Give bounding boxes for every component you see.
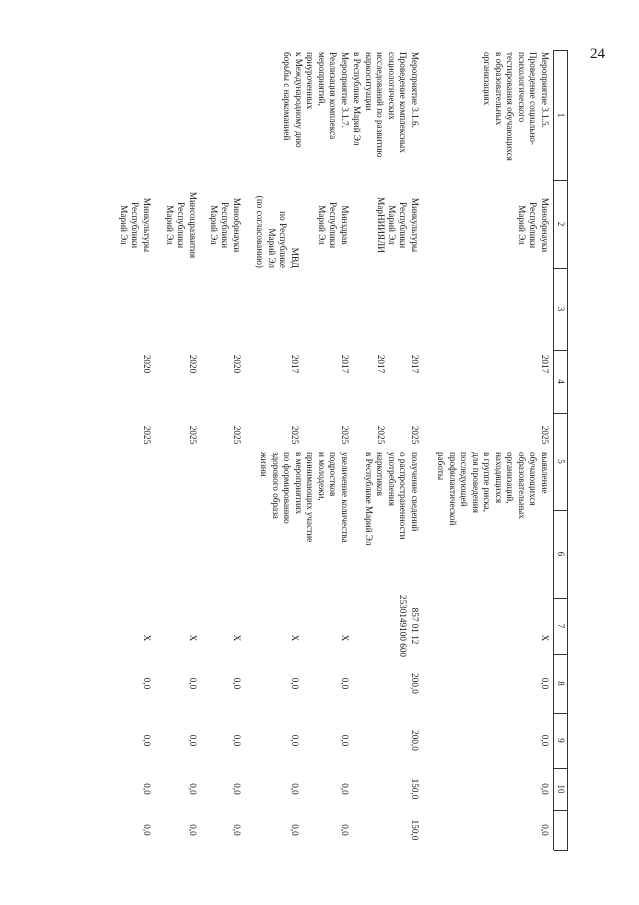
- amount-cell: 0,0: [142, 824, 152, 836]
- end-year-cell: 2025: [410, 425, 420, 445]
- column-header: 10: [556, 784, 566, 794]
- start-year-cell: 2017: [340, 354, 350, 374]
- amount-cell: 0,0: [188, 824, 198, 836]
- budget-code-cell: X: [142, 634, 152, 642]
- amount-cell: 0,0: [540, 783, 550, 795]
- amount-cell: 0,0: [142, 734, 152, 747]
- amount-cell: 0,0: [232, 824, 242, 836]
- column-header: 8: [556, 681, 566, 686]
- result-cell: выявление обучающихся образовательных организаций, находящихся в группе риска, для проведения последующей профилактической работы: [436, 452, 550, 526]
- page-number: 24: [590, 46, 605, 62]
- amount-cell: 0,0: [340, 677, 350, 690]
- amount-cell: 0,0: [142, 677, 152, 690]
- amount-cell: 200,0: [410, 673, 420, 694]
- amount-cell: 0,0: [232, 677, 242, 690]
- end-year-cell: 2025: [188, 425, 198, 445]
- result-cell: увеличение количества подростков и молодежи, принимающих участие в мероприятиях по формированию здорового образа жизни: [259, 452, 350, 543]
- column-header: 5: [556, 459, 566, 464]
- executor-cell: Минобрнауки Республики Марий Эл: [209, 197, 242, 253]
- amount-cell: 0,0: [188, 677, 198, 690]
- amount-cell: 150,0: [410, 819, 420, 841]
- amount-cell: 0,0: [142, 783, 152, 795]
- amount-cell: 0,0: [540, 677, 550, 690]
- measure-cell: Мероприятие 3.1.7. Реализация комплекса мероприятий, приуроченных к Международному дню борьбы с наркоманией: [282, 52, 350, 148]
- amount-cell: 0,0: [188, 734, 198, 747]
- amount-cell: 0,0: [290, 783, 300, 795]
- amount-cell: 0,0: [540, 824, 550, 836]
- budget-code-cell: X: [540, 634, 550, 642]
- result-cell: получение сведений о распространенности употребления наркотиков в Республике Марий Эл: [364, 452, 420, 546]
- amount-cell: 0,0: [232, 783, 242, 795]
- budget-code-cell: X: [340, 634, 350, 642]
- rotated-table: [98, 50, 568, 900]
- end-year-cell: 2025: [290, 425, 300, 445]
- amount-cell: 0,0: [290, 677, 300, 690]
- column-header: 7: [556, 623, 566, 629]
- amount-cell: 200,0: [410, 730, 420, 751]
- column-header: 9: [556, 738, 566, 743]
- executor-cell: Минобрнауки Республики Марий Эл: [517, 197, 550, 253]
- executor-cell: Минкультуры Республики Марий Эл: [387, 197, 420, 253]
- column-header: 4: [556, 379, 566, 384]
- amount-cell: 0,0: [540, 734, 550, 747]
- column-header: 2: [556, 221, 566, 227]
- amount-cell: 0,0: [340, 783, 350, 795]
- start-year-cell: 2020: [232, 354, 242, 374]
- executor-cell: МВД по Республике Марий Эл (по согласованию): [255, 195, 300, 268]
- measure-cell: Мероприятие 3.1.5. Проведение социально- психологического тестирования обучающихся в образовательных организациях: [482, 52, 550, 161]
- start-year-cell: 2017: [410, 354, 420, 374]
- amount-cell: 0,0: [340, 824, 350, 836]
- amount-cell: 0,0: [188, 783, 198, 795]
- amount-cell: 150,0: [410, 778, 420, 800]
- end-year-cell: 2025: [142, 425, 152, 445]
- col-divider: [554, 850, 568, 851]
- executor-cell: Минздрав Республики Марий Эл: [317, 201, 350, 249]
- start-year-cell: 2020: [142, 354, 152, 374]
- start-year-cell: 2017: [540, 354, 550, 374]
- measure-cell: Мероприятие 3.1.6. Проведение комплексных социологических исследований по развитию наркоситуации в Республике Марий Эл: [352, 52, 420, 158]
- end-year-cell: 2025: [540, 425, 550, 445]
- budget-code-cell: 857 01 12 2530149100 600: [398, 594, 420, 657]
- executor-cell: МарНИИЯЛИ: [376, 197, 386, 253]
- end-year-cell: 2025: [376, 425, 386, 445]
- executor-cell: Минсоцразвития Республики Марий Эл: [165, 191, 198, 259]
- amount-cell: 0,0: [290, 824, 300, 836]
- amount-cell: 0,0: [232, 734, 242, 747]
- column-header: 6: [556, 551, 566, 557]
- end-year-cell: 2025: [340, 425, 350, 445]
- budget-code-cell: X: [188, 634, 198, 642]
- amount-cell: 0,0: [290, 734, 300, 747]
- column-header: 1: [556, 112, 566, 118]
- column-header: 3: [556, 306, 566, 312]
- start-year-cell: 2020: [188, 354, 198, 374]
- budget-code-cell: X: [290, 634, 300, 642]
- end-year-cell: 2025: [232, 425, 242, 445]
- start-year-cell: 2017: [376, 354, 386, 374]
- budget-code-cell: X: [232, 634, 242, 642]
- col-divider: [554, 810, 568, 811]
- start-year-cell: 2017: [290, 354, 300, 374]
- executor-cell: Минкультуры Республики Марий Эл: [119, 197, 152, 253]
- amount-cell: 0,0: [340, 734, 350, 747]
